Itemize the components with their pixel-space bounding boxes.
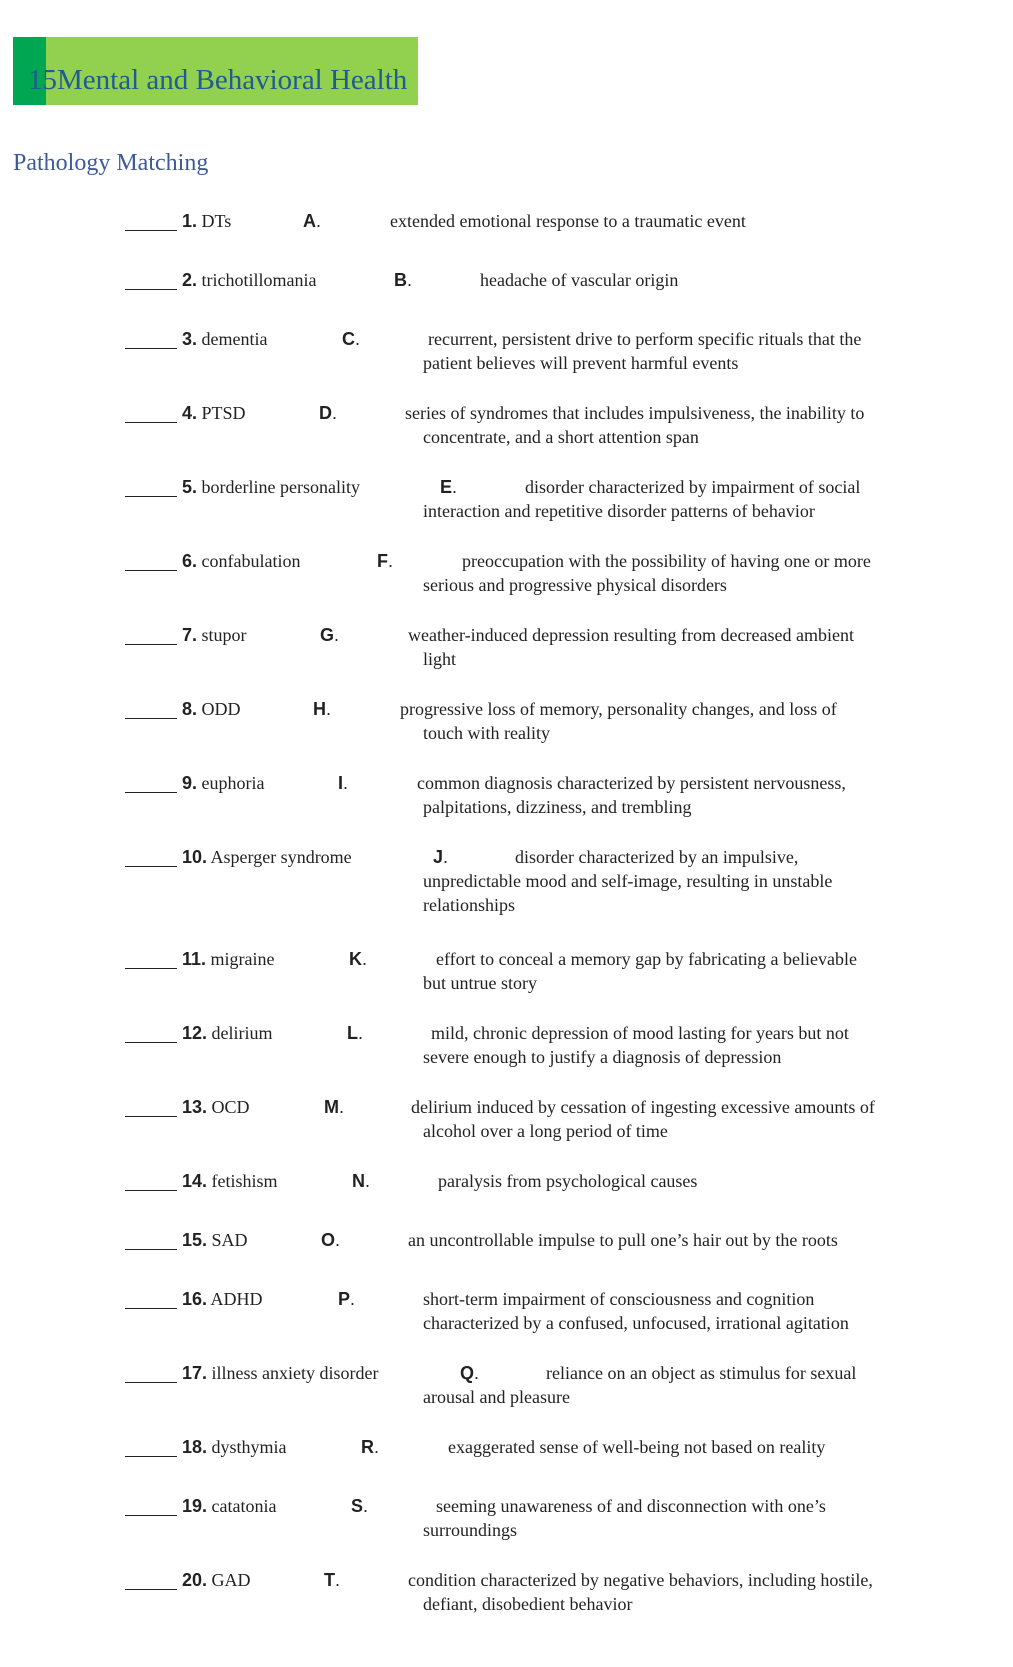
question-row bbox=[125, 212, 231, 231]
option-definition: but untrue story bbox=[423, 973, 537, 993]
option-definition: unpredictable mood and self-image, resulting in unstable bbox=[423, 871, 833, 891]
question-row bbox=[125, 1364, 379, 1383]
question-number: 3. bbox=[182, 329, 198, 349]
question-row bbox=[125, 1098, 250, 1117]
question-term: delirium bbox=[207, 1023, 273, 1043]
question-number: 4. bbox=[182, 403, 198, 423]
question-row bbox=[125, 626, 247, 645]
question-number: 11. bbox=[182, 949, 207, 969]
answer-blank[interactable] bbox=[125, 1364, 177, 1383]
question-term: migraine bbox=[206, 949, 275, 969]
question-row bbox=[125, 330, 268, 349]
option-letter: Q. bbox=[460, 1363, 480, 1383]
answer-blank[interactable] bbox=[125, 330, 177, 349]
option-letter: B. bbox=[394, 270, 413, 290]
option-letter: M. bbox=[324, 1097, 345, 1117]
question-row bbox=[125, 1438, 287, 1457]
option-letter: A. bbox=[303, 211, 322, 231]
answer-blank[interactable] bbox=[125, 1098, 177, 1117]
question-term: PTSD bbox=[197, 403, 246, 423]
question-number: 15. bbox=[182, 1230, 208, 1250]
question-term: illness anxiety disorder bbox=[207, 1363, 379, 1383]
question-number: 8. bbox=[182, 699, 198, 719]
question-term: fetishism bbox=[207, 1171, 278, 1191]
question-row bbox=[125, 1024, 273, 1043]
question-term: borderline personality bbox=[197, 477, 360, 497]
chapter-banner bbox=[13, 37, 418, 105]
answer-blank[interactable] bbox=[125, 1024, 177, 1043]
chapter-title bbox=[28, 66, 407, 95]
option-definition: concentrate, and a short attention span bbox=[423, 427, 699, 447]
option-letter: T. bbox=[324, 1570, 341, 1590]
question-row bbox=[125, 1231, 248, 1250]
question-term: SAD bbox=[207, 1230, 248, 1250]
chapter-number: 15 bbox=[28, 64, 57, 96]
question-number: 20. bbox=[182, 1570, 208, 1590]
answer-blank[interactable] bbox=[125, 1172, 177, 1191]
option-definition: mild, chronic depression of mood lasting for years but not bbox=[431, 1023, 849, 1043]
option-definition: arousal and pleasure bbox=[423, 1387, 570, 1407]
section-title: Pathology Matching bbox=[13, 150, 209, 176]
question-row bbox=[125, 1571, 251, 1590]
option-definition: serious and progressive physical disorders bbox=[423, 575, 727, 595]
question-number: 1. bbox=[182, 211, 198, 231]
question-number: 16. bbox=[182, 1289, 208, 1309]
option-definition: alcohol over a long period of time bbox=[423, 1121, 668, 1141]
option-letter: E. bbox=[440, 477, 458, 497]
option-letter: K. bbox=[349, 949, 368, 969]
answer-blank[interactable] bbox=[125, 700, 177, 719]
option-definition: interaction and repetitive disorder patterns of behavior bbox=[423, 501, 815, 521]
answer-blank[interactable] bbox=[125, 626, 177, 645]
question-row bbox=[125, 1497, 277, 1516]
answer-blank[interactable] bbox=[125, 478, 177, 497]
option-definition: defiant, disobedient behavior bbox=[423, 1594, 633, 1614]
option-letter: L. bbox=[347, 1023, 364, 1043]
option-definition: paralysis from psychological causes bbox=[438, 1171, 698, 1191]
option-definition: palpitations, dizziness, and trembling bbox=[423, 797, 692, 817]
option-definition: seeming unawareness of and disconnection with one’s bbox=[436, 1496, 826, 1516]
answer-blank[interactable] bbox=[125, 271, 177, 290]
option-definition: short-term impairment of consciousness and cognition bbox=[423, 1289, 815, 1309]
option-definition: common diagnosis characterized by persistent nervousness, bbox=[417, 773, 846, 793]
answer-blank[interactable] bbox=[125, 1290, 177, 1309]
question-term: stupor bbox=[197, 625, 247, 645]
answer-blank[interactable] bbox=[125, 848, 177, 867]
question-number: 7. bbox=[182, 625, 198, 645]
answer-blank[interactable] bbox=[125, 404, 177, 423]
answer-blank[interactable] bbox=[125, 212, 177, 231]
option-letter: I. bbox=[338, 773, 349, 793]
question-number: 18. bbox=[182, 1437, 208, 1457]
option-letter: F. bbox=[377, 551, 394, 571]
option-letter: S. bbox=[351, 1496, 369, 1516]
question-row bbox=[125, 271, 317, 290]
question-term: dementia bbox=[197, 329, 268, 349]
option-letter: C. bbox=[342, 329, 361, 349]
answer-blank[interactable] bbox=[125, 1231, 177, 1250]
option-definition: surroundings bbox=[423, 1520, 517, 1540]
option-letter: R. bbox=[361, 1437, 380, 1457]
option-letter: G. bbox=[320, 625, 340, 645]
question-row bbox=[125, 950, 275, 969]
option-definition: delirium induced by cessation of ingesting excessive amounts of bbox=[411, 1097, 875, 1117]
option-letter: N. bbox=[352, 1171, 371, 1191]
option-definition: disorder characterized by impairment of social bbox=[525, 477, 861, 497]
answer-blank[interactable] bbox=[125, 552, 177, 571]
question-term: confabulation bbox=[197, 551, 301, 571]
option-definition: extended emotional response to a traumatic event bbox=[390, 211, 746, 231]
question-row bbox=[125, 478, 360, 497]
question-term: ODD bbox=[197, 699, 241, 719]
option-definition: condition characterized by negative behaviors, including hostile, bbox=[408, 1570, 873, 1590]
option-letter: P. bbox=[338, 1289, 356, 1309]
option-letter: H. bbox=[313, 699, 332, 719]
question-number: 10. bbox=[182, 847, 208, 867]
question-term: euphoria bbox=[197, 773, 265, 793]
option-definition: touch with reality bbox=[423, 723, 550, 743]
option-definition: reliance on an object as stimulus for sexual bbox=[546, 1363, 857, 1383]
question-term: dysthymia bbox=[207, 1437, 287, 1457]
question-number: 6. bbox=[182, 551, 198, 571]
option-definition: patient believes will prevent harmful events bbox=[423, 353, 739, 373]
option-definition: relationships bbox=[423, 895, 515, 915]
option-definition: disorder characterized by an impulsive, bbox=[515, 847, 799, 867]
answer-blank[interactable] bbox=[125, 1571, 177, 1590]
question-row bbox=[125, 700, 241, 719]
option-definition: weather-induced depression resulting from decreased ambient bbox=[408, 625, 854, 645]
answer-blank[interactable] bbox=[125, 1438, 177, 1457]
option-letter: D. bbox=[319, 403, 338, 423]
option-definition: progressive loss of memory, personality changes, and loss of bbox=[400, 699, 837, 719]
answer-blank[interactable] bbox=[125, 774, 177, 793]
option-definition: series of syndromes that includes impulsiveness, the inability to bbox=[405, 403, 865, 423]
question-row bbox=[125, 848, 352, 867]
question-number: 14. bbox=[182, 1171, 208, 1191]
question-row bbox=[125, 774, 265, 793]
option-definition: light bbox=[423, 649, 457, 669]
question-term: DTs bbox=[197, 211, 232, 231]
question-term: ADHD bbox=[207, 1289, 263, 1309]
answer-blank[interactable] bbox=[125, 1497, 177, 1516]
question-term: trichotillomania bbox=[197, 270, 317, 290]
question-number: 12. bbox=[182, 1023, 208, 1043]
option-definition: recurrent, persistent drive to perform specific rituals that the bbox=[428, 329, 862, 349]
question-row bbox=[125, 404, 246, 423]
question-row bbox=[125, 1172, 278, 1191]
option-definition: an uncontrollable impulse to pull one’s hair out by the roots bbox=[408, 1230, 838, 1250]
option-letter: J. bbox=[433, 847, 449, 867]
question-number: 19. bbox=[182, 1496, 208, 1516]
chapter-title-text: Mental and Behavioral Health bbox=[57, 64, 408, 96]
question-number: 9. bbox=[182, 773, 198, 793]
option-letter: O. bbox=[321, 1230, 341, 1250]
question-number: 17. bbox=[182, 1363, 208, 1383]
question-term: OCD bbox=[207, 1097, 250, 1117]
question-term: catatonia bbox=[207, 1496, 277, 1516]
option-definition: characterized by a confused, unfocused, irrational agitation bbox=[423, 1313, 849, 1333]
option-definition: severe enough to justify a diagnosis of depression bbox=[423, 1047, 782, 1067]
answer-blank[interactable] bbox=[125, 950, 177, 969]
question-term: GAD bbox=[207, 1570, 251, 1590]
option-definition: effort to conceal a memory gap by fabricating a believable bbox=[436, 949, 857, 969]
question-number: 5. bbox=[182, 477, 198, 497]
question-number: 13. bbox=[182, 1097, 208, 1117]
question-number: 2. bbox=[182, 270, 198, 290]
option-definition: headache of vascular origin bbox=[480, 270, 679, 290]
option-definition: preoccupation with the possibility of having one or more bbox=[462, 551, 871, 571]
question-row bbox=[125, 552, 300, 571]
question-term: Asperger syndrome bbox=[207, 847, 352, 867]
option-definition: exaggerated sense of well-being not based on reality bbox=[448, 1437, 826, 1457]
question-row bbox=[125, 1290, 263, 1309]
